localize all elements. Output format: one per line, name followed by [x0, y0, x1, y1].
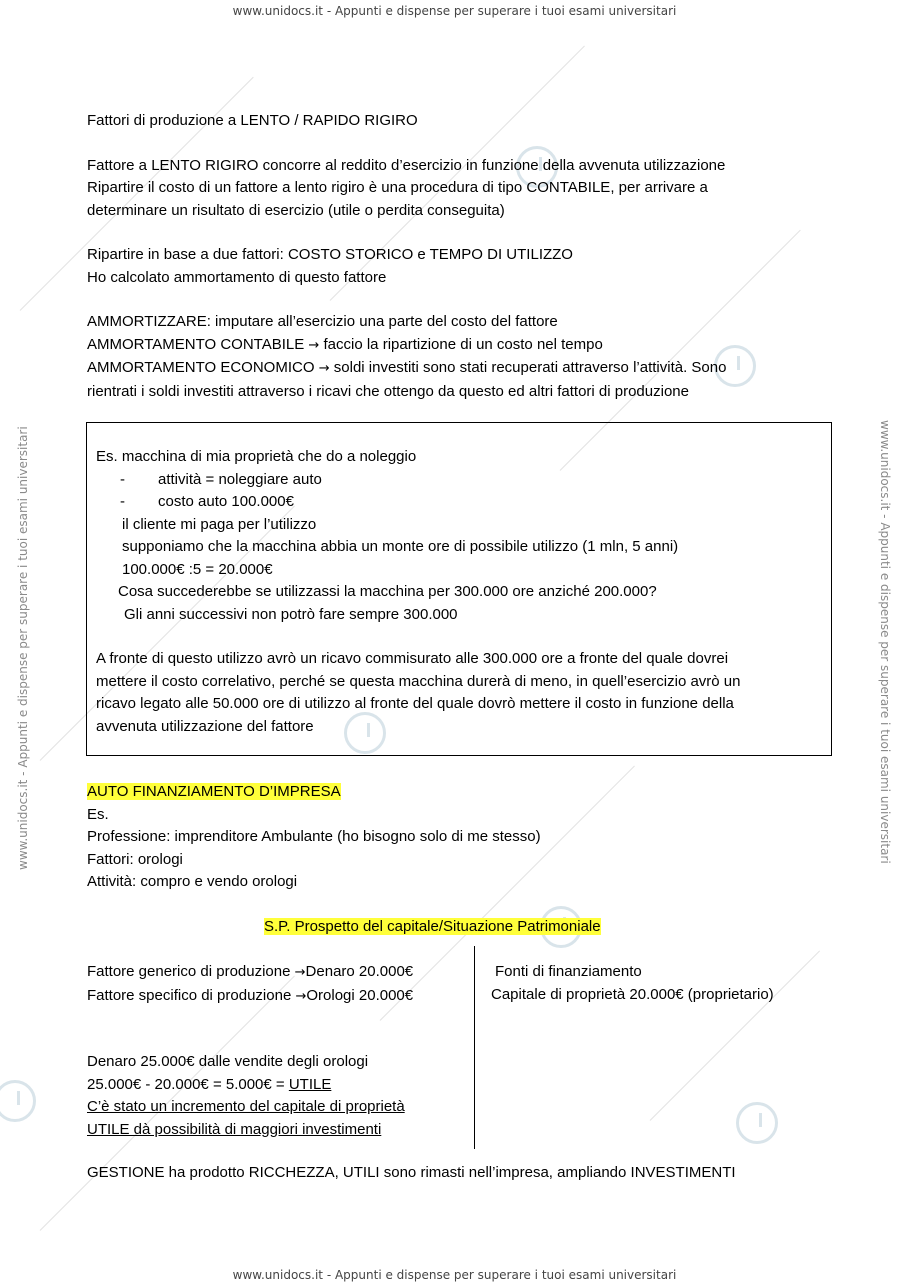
text-line: 100.000€ :5 = 20.000€	[122, 560, 273, 578]
text-line: Es.	[87, 805, 109, 823]
text-line: supponiamo che la macchina abbia un monte ore di possibile utilizzo (1 mln, 5 anni)	[122, 538, 679, 555]
example-question: Cosa succederebbe se utilizzassi la macchina per 300.000 ore anziché 200.000?	[118, 583, 657, 600]
calc-line: 25.000€ - 20.000€ = 5.000€ = UTILE	[87, 1075, 332, 1093]
example-heading: Es. macchina di mia proprietà che do a noleggio	[96, 448, 417, 465]
watermark-side-left: www.unidocs.it - Appunti e dispense per superare i tuoi esami universitari	[16, 426, 30, 870]
text-line: Ho calcolato ammortamento di questo fattore	[87, 268, 387, 286]
term-label: AMMORTAMENTO ECONOMICO	[87, 359, 315, 376]
text-line: AMMORTIZZARE: imputare all’esercizio una parte del costo del fattore	[87, 313, 558, 330]
intro-section	[87, 110, 827, 403]
arrow-right-icon: →	[294, 965, 306, 980]
text-line: Denaro 25.000€ dalle vendite degli orologi	[87, 1053, 369, 1070]
text-line: il cliente mi paga per l’utilizzo	[122, 515, 317, 533]
sp-divider	[474, 946, 475, 1149]
term-label: AMMORTAMENTO CONTABILE	[87, 335, 305, 353]
bullet-dash: -	[120, 493, 125, 510]
sp-left-column	[87, 961, 413, 1008]
watermark-footer: www.unidocs.it - Appunti e dispense per superare i tuoi esami universitari	[232, 1268, 677, 1282]
text-line: Fattori: orologi	[87, 850, 183, 868]
page-title: Fattori di produzione a LENTO / RAPIDO RIGIRO	[87, 112, 418, 129]
text-line: Ripartire il costo di un fattore a lento rigiro è una procedura di tipo CONTABILE, per arrivare a	[87, 179, 708, 196]
bullet-dash: -	[120, 470, 125, 488]
arrow-right-icon: →	[308, 337, 320, 353]
example-note: Gli anni successivi non potrò fare sempre 300.000	[124, 605, 458, 623]
list-item: - attività = noleggiare auto	[96, 469, 826, 492]
text-line: rientrati i soldi investiti attraverso i ricavi che ottengo da questo ed altri fattori di produzione	[87, 382, 689, 400]
text-line: mettere il costo correlativo, perché se questa macchina durerà di meno, in quell’esercizio avrò un	[96, 672, 741, 690]
term-definition: faccio la ripartizione di un costo nel tempo	[323, 335, 603, 353]
watermark-header: www.unidocs.it - Appunti e dispense per superare i tuoi esami universitari	[232, 4, 677, 18]
text-line: Attività: compro e vendo orologi	[87, 873, 298, 890]
text-line: UTILE dà possibilità di maggiori investimenti	[87, 1120, 382, 1138]
watermark-logo-icon	[736, 1102, 778, 1144]
utile-block	[87, 1051, 405, 1141]
sp-row: Fattore specifico di produzione →Orologi 20.000€	[87, 986, 414, 1004]
text-line: determinare un risultato di esercizio (utile o perdita conseguita)	[87, 201, 505, 219]
text-line: Fattore a LENTO RIGIRO concorre al reddito d’esercizio in funzione della avvenuta utilizzazione	[87, 156, 726, 174]
autofinanziamento-section	[87, 781, 827, 894]
example-box	[86, 422, 832, 756]
list-item: - costo auto 100.000€	[96, 491, 826, 514]
sp-right-column	[491, 961, 774, 1006]
text-line: A fronte di questo utilizzo avrò un ricavo commisurato alle 300.000 ore a fronte del quale dovrei	[96, 650, 729, 667]
sp-title: S.P. Prospetto del capitale/Situazione Patrimoniale	[264, 918, 601, 935]
conclusion-line: GESTIONE ha prodotto RICCHEZZA, UTILI sono rimasti nell’impresa, ampliando INVESTIMENTI	[87, 1164, 736, 1181]
utile-label: UTILE	[288, 1075, 332, 1093]
text-line: Professione: imprenditore Ambulante (ho bisogno solo di me stesso)	[87, 828, 541, 845]
sp-row: Fattore generico di produzione →Denaro 20.000€	[87, 963, 414, 980]
text-line: ricavo legato alle 50.000 ore di utilizzo al fronte del quale dovrò mettere il costo in funzione della	[96, 695, 734, 712]
text-line	[87, 357, 827, 381]
sp-row: Fonti di finanziamento	[495, 963, 642, 980]
text-line: avvenuta utilizzazione del fattore	[96, 717, 314, 735]
arrow-right-icon: →	[295, 988, 307, 1004]
arrow-right-icon: →	[318, 361, 330, 376]
text-line: C’è stato un incremento del capitale di proprietà	[87, 1098, 405, 1115]
section-title: AUTO FINANZIAMENTO D’IMPRESA	[87, 783, 341, 800]
sp-row: Capitale di proprietà 20.000€ (proprietario)	[491, 985, 774, 1003]
watermark-side-right: www.unidocs.it - Appunti e dispense per superare i tuoi esami universitari	[878, 420, 892, 864]
watermark-logo-icon	[0, 1080, 36, 1122]
term-definition: soldi investiti sono stati recuperati attraverso l’attività. Sono	[333, 359, 727, 376]
text-line	[87, 334, 827, 358]
text-line: Ripartire in base a due fattori: COSTO STORICO e TEMPO DI UTILIZZO	[87, 246, 573, 263]
